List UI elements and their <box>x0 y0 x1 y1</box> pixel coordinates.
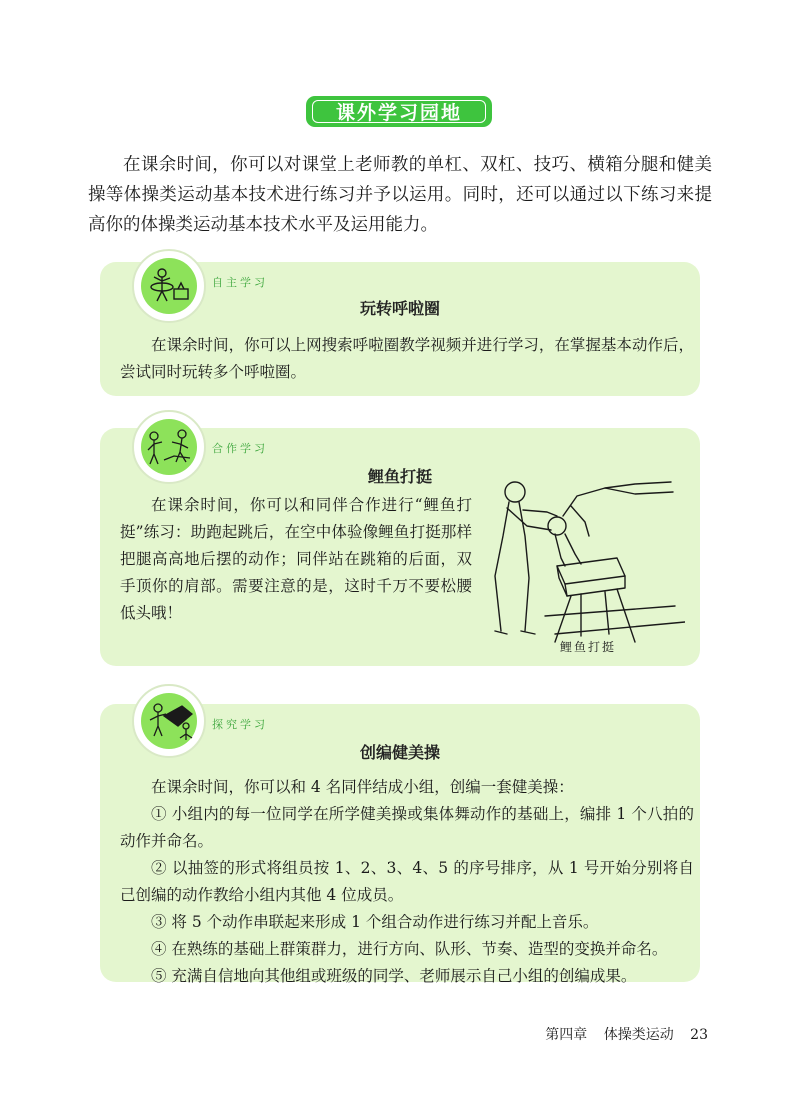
footer-chapter: 第四章 <box>545 1027 588 1043</box>
list-item: ② 以抽签的形式将组员按 1、2、3、4、5 的序号排序，从 1 号开始分别将自己创编的动作教给小组内其他 4 位成员。 <box>120 859 694 904</box>
figure-caption: 鲤鱼打挺 <box>560 640 617 654</box>
section-tag-cooperative: 合作学习 <box>212 442 268 455</box>
page-number: 23 <box>690 1027 708 1043</box>
list-item: ④ 在熟练的基础上群策群力，进行方向、队形、节奏、造型的变换并命名。 <box>151 940 668 958</box>
card-text-carp-kip: 在课余时间，你可以和同伴合作进行“鲤鱼打挺”练习：助跑起跳后，在空中体验像鲤鱼打挺那样把腿高高地后摆的动作；同伴站在跳箱的后面，双手顶你的肩部。需要注意的是，这时千万不要松腰低头哦！ <box>120 496 472 622</box>
badge-cooperative <box>132 410 206 484</box>
badge-explore <box>132 684 206 758</box>
teamwork-clipart-icon <box>134 412 208 486</box>
section-tag-self-study: 自主学习 <box>212 276 268 289</box>
section-tag-explore: 探究学习 <box>212 718 268 731</box>
banner-title: 课外学习园地 <box>335 102 462 124</box>
list-item: ① 小组内的每一位同学在所学健美操或集体舞动作的基础上，编排 1 个八拍的动作并命名。 <box>120 805 694 850</box>
explore-clipart-icon <box>134 686 208 760</box>
list-item: ③ 将 5 个动作串联起来形成 1 个组合动作进行练习并配上音乐。 <box>151 913 599 931</box>
card-title-aerobics: 创编健美操 <box>359 743 440 762</box>
list-item: ⑤ 充满自信地向其他组或班级的同学、老师展示自己小组的创编成果。 <box>151 967 637 985</box>
hula-hoop-clipart-icon <box>134 251 208 325</box>
card-title-hula-hoop: 玩转呼啦圈 <box>359 299 440 318</box>
vault-illustration <box>485 466 685 646</box>
list-lead: 在课余时间，你可以和 4 名同伴结成小组，创编一套健美操： <box>151 778 574 796</box>
card-list-aerobics <box>120 774 694 990</box>
page-footer <box>533 1024 708 1044</box>
badge-self-study <box>132 249 206 323</box>
intro-paragraph: 在课余时间，你可以对课堂上老师教的单杠、双杠、技巧、横箱分腿和健美操等体操类运动基本技术进行练习并予以运用。同时，还可以通过以下练习来提高你的体操类运动基本技术水平及运用能力。 <box>88 155 712 235</box>
card-text-hula-hoop: 在课余时间，你可以上网搜索呼啦圈教学视频并进行学习，在掌握基本动作后，尝试同时玩转多个呼啦圈。 <box>120 336 694 381</box>
section-banner <box>306 96 492 127</box>
footer-topic: 体操类运动 <box>603 1027 674 1043</box>
card-title-carp-kip: 鲤鱼打挺 <box>367 467 432 486</box>
